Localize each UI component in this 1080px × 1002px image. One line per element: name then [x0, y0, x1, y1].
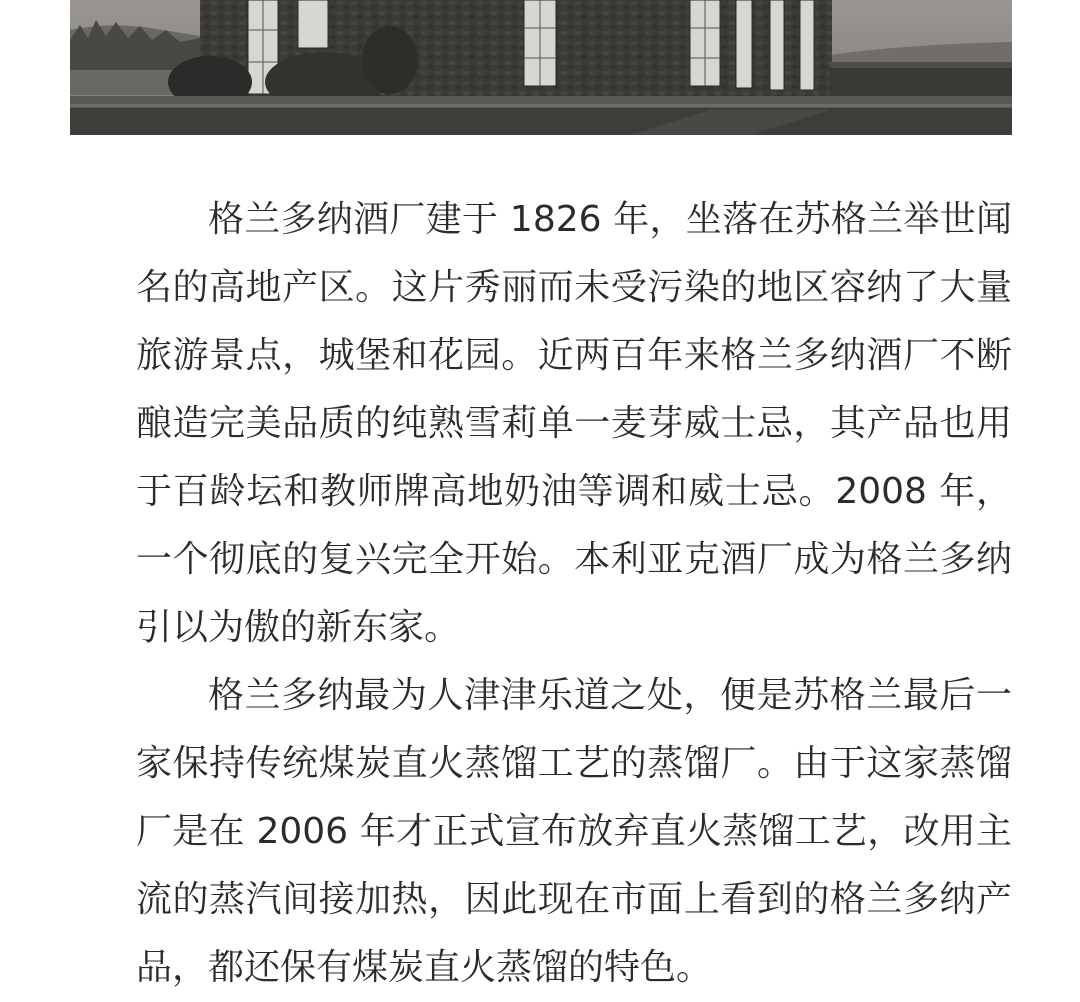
paragraph-history: 格兰多纳酒厂建于 1826 年，坐落在苏格兰举世闻名的高地产区。这片秀丽而未受污染的地区容纳了大量旅游景点，城堡和花园。近两百年来格兰多纳酒厂不断酿造完美品质的纯熟雪莉单一麦芽威士忌，其产品也用于百龄坛和教师牌高地奶油等调和威士忌。2008 年，一个彻底的复兴完全开始。本利亚克酒厂成为格兰多纳引以为傲的新东家。: [136, 199, 1012, 648]
article-body: [136, 186, 1012, 1002]
paragraph-direct-fire-distillation: 格兰多纳最为人津津乐道之处，便是苏格兰最后一家保持传统煤炭直火蒸馏工艺的蒸馏厂。由于这家蒸馏厂是在 2006 年才正式宣布放弃直火蒸馏工艺，改用主流的蒸汽间接加热，因此现在市面上看到的格兰多纳产品，都还保有煤炭直火蒸馏的特色。: [136, 675, 1012, 988]
distillery-photo: [70, 0, 1012, 135]
